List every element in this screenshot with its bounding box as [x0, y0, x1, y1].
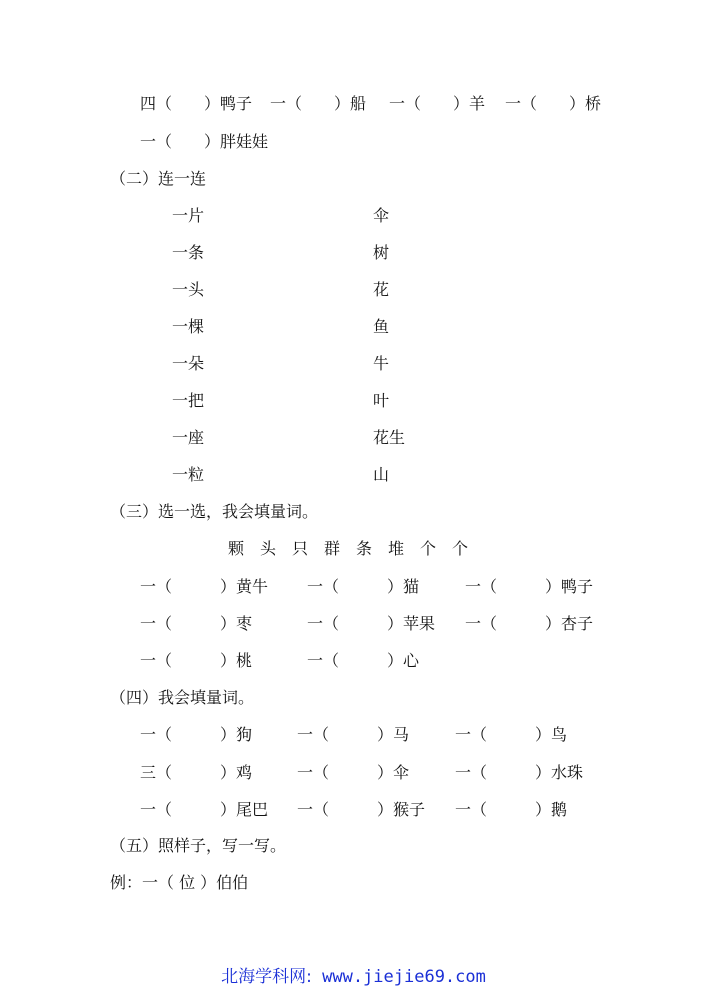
match-right-item: 牛 [373, 354, 390, 373]
fill-item: 三（ ）鸡 [140, 763, 253, 782]
footer-url[interactable]: www.jiejie69.com [322, 967, 486, 987]
match-left-item: 一棵 [172, 317, 205, 336]
fill-item: 一（ ）枣 [140, 614, 253, 633]
fill-item: 一（ ）桥 [505, 94, 602, 113]
section-heading: （三）选一选，我会填量词。 [110, 502, 319, 521]
match-left-item: 一座 [172, 428, 205, 447]
fill-item: 一（ ）水珠 [455, 763, 584, 782]
fill-item: 一（ ）黄牛 [140, 577, 269, 596]
match-left-item: 一片 [172, 206, 205, 225]
match-right-item: 伞 [373, 206, 390, 225]
match-left-item: 一粒 [172, 465, 205, 484]
fill-item: 一（ ）鸭子 [465, 577, 594, 596]
section-heading: （二）连一连 [110, 169, 207, 188]
fill-item: 一（ ）苹果 [307, 614, 436, 633]
match-right-item: 叶 [373, 391, 390, 410]
example-line: 例：一（ 位 ）伯伯 [110, 873, 249, 892]
fill-item: 一（ ）羊 [389, 94, 486, 113]
fill-item: 一（ ）狗 [140, 725, 253, 744]
section-heading: （五）照样子，写一写。 [110, 836, 287, 855]
fill-item: 一（ ）伞 [297, 763, 410, 782]
match-right-item: 鱼 [373, 317, 390, 336]
section-heading: （四）我会填量词。 [110, 688, 255, 707]
fill-item: 一（ ）杏子 [465, 614, 594, 633]
fill-item: 一（ ）桃 [140, 651, 253, 670]
fill-item: 四（ ）鸭子 [140, 94, 253, 113]
fill-item: 一（ ）鹅 [455, 800, 568, 819]
match-right-item: 花 [373, 280, 390, 299]
footer-site-name: 北海学科网: [221, 967, 312, 987]
fill-item: 一（ ）心 [307, 651, 420, 670]
match-left-item: 一把 [172, 391, 205, 410]
match-right-item: 花生 [373, 428, 406, 447]
match-right-item: 树 [373, 243, 390, 262]
word-bank: 颗 头 只 群 条 堆 个 个 [228, 539, 469, 558]
fill-item: 一（ ）猫 [307, 577, 420, 596]
fill-item: 一（ ）鸟 [455, 725, 568, 744]
fill-item: 一（ ）马 [297, 725, 410, 744]
fill-item: 一（ ）尾巴 [140, 800, 269, 819]
match-left-item: 一头 [172, 280, 205, 299]
fill-item: 一（ ）猴子 [297, 800, 426, 819]
fill-item: 一（ ）胖娃娃 [140, 132, 269, 151]
match-left-item: 一朵 [172, 354, 205, 373]
match-left-item: 一条 [172, 243, 205, 262]
match-right-item: 山 [373, 465, 390, 484]
fill-item: 一（ ）船 [270, 94, 367, 113]
footer-watermark [0, 966, 707, 988]
